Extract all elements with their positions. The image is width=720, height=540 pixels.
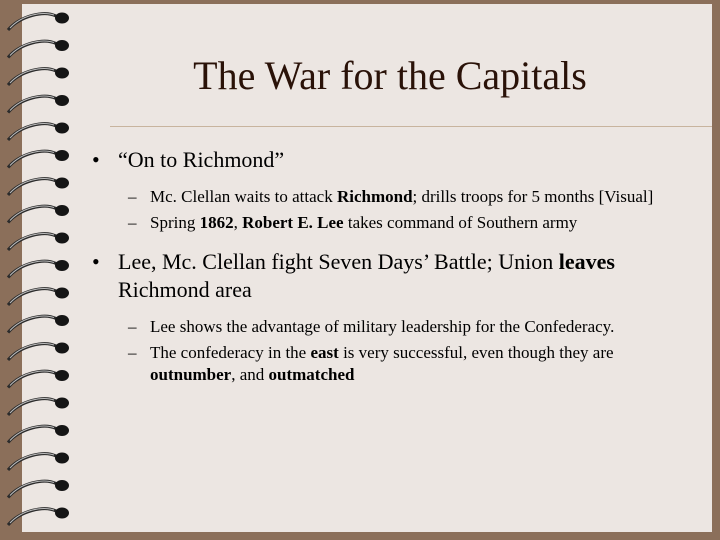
- binding-ring: [8, 205, 69, 223]
- sub-bullet-item: [86, 342, 680, 386]
- emphasis-text: outnumber: [150, 365, 232, 384]
- binding-ring: [8, 288, 69, 306]
- emphasis-text: leaves: [558, 249, 615, 274]
- bullet-item: [86, 248, 680, 304]
- title-divider: [110, 126, 712, 127]
- bullet-text: “On to Richmond”: [118, 147, 285, 172]
- sub-bullet-text: , and: [231, 365, 269, 384]
- sub-bullet-item: [86, 316, 680, 338]
- sub-bullet-text: Spring: [150, 213, 200, 232]
- binding-ring: [8, 260, 69, 278]
- binding-ring: [8, 233, 69, 251]
- sub-bullet-marker: –: [128, 213, 137, 232]
- sub-bullet-text: The confederacy in the: [150, 343, 311, 362]
- emphasis-text: 1862: [199, 213, 234, 232]
- binding-ring: [8, 425, 69, 443]
- sub-bullet-text: takes command of Southern army: [343, 213, 578, 232]
- binding-ring: [8, 480, 69, 498]
- sub-bullet-text: ,: [233, 213, 243, 232]
- slide-content: [86, 146, 680, 400]
- binding-ring: [8, 343, 69, 361]
- sub-bullet-text: Mc. Clellan waits to attack: [150, 187, 337, 206]
- sub-bullet-marker: –: [128, 343, 137, 362]
- bullet-item: [86, 146, 680, 174]
- bullet-text: Lee, Mc. Clellan fight Seven Days’ Battle; Union: [118, 249, 559, 274]
- binding-ring: [8, 150, 69, 168]
- sub-bullet-item: [86, 212, 680, 234]
- sub-bullet-text: Lee shows the advantage of military leadership for the Confederacy.: [150, 317, 615, 336]
- sub-bullet-marker: –: [128, 317, 137, 336]
- bullet-marker: •: [92, 147, 100, 172]
- binding-ring: [8, 398, 69, 416]
- binding-ring: [8, 453, 69, 471]
- sub-bullet-item: [86, 186, 680, 208]
- bullet-group: [86, 248, 680, 386]
- sub-bullet-marker: –: [128, 187, 137, 206]
- bullet-group: [86, 146, 680, 234]
- bullet-text: Richmond area: [118, 277, 252, 302]
- binding-ring: [8, 178, 69, 196]
- binding-ring: [8, 123, 69, 141]
- emphasis-text: Richmond: [336, 187, 413, 206]
- emphasis-text: east: [310, 343, 339, 362]
- slide-title: The War for the Capitals: [193, 53, 587, 98]
- binding-ring: [8, 370, 69, 388]
- binding-ring: [8, 508, 69, 526]
- binding-ring: [8, 315, 69, 333]
- emphasis-text: Robert E. Lee: [242, 213, 344, 232]
- sub-bullet-text: is very successful, even though they are: [338, 343, 614, 362]
- bullet-marker: •: [92, 249, 100, 274]
- emphasis-text: outmatched: [268, 365, 355, 384]
- sub-bullet-text: ; drills troops for 5 months [Visual]: [412, 187, 654, 206]
- binding-ring: [8, 13, 69, 31]
